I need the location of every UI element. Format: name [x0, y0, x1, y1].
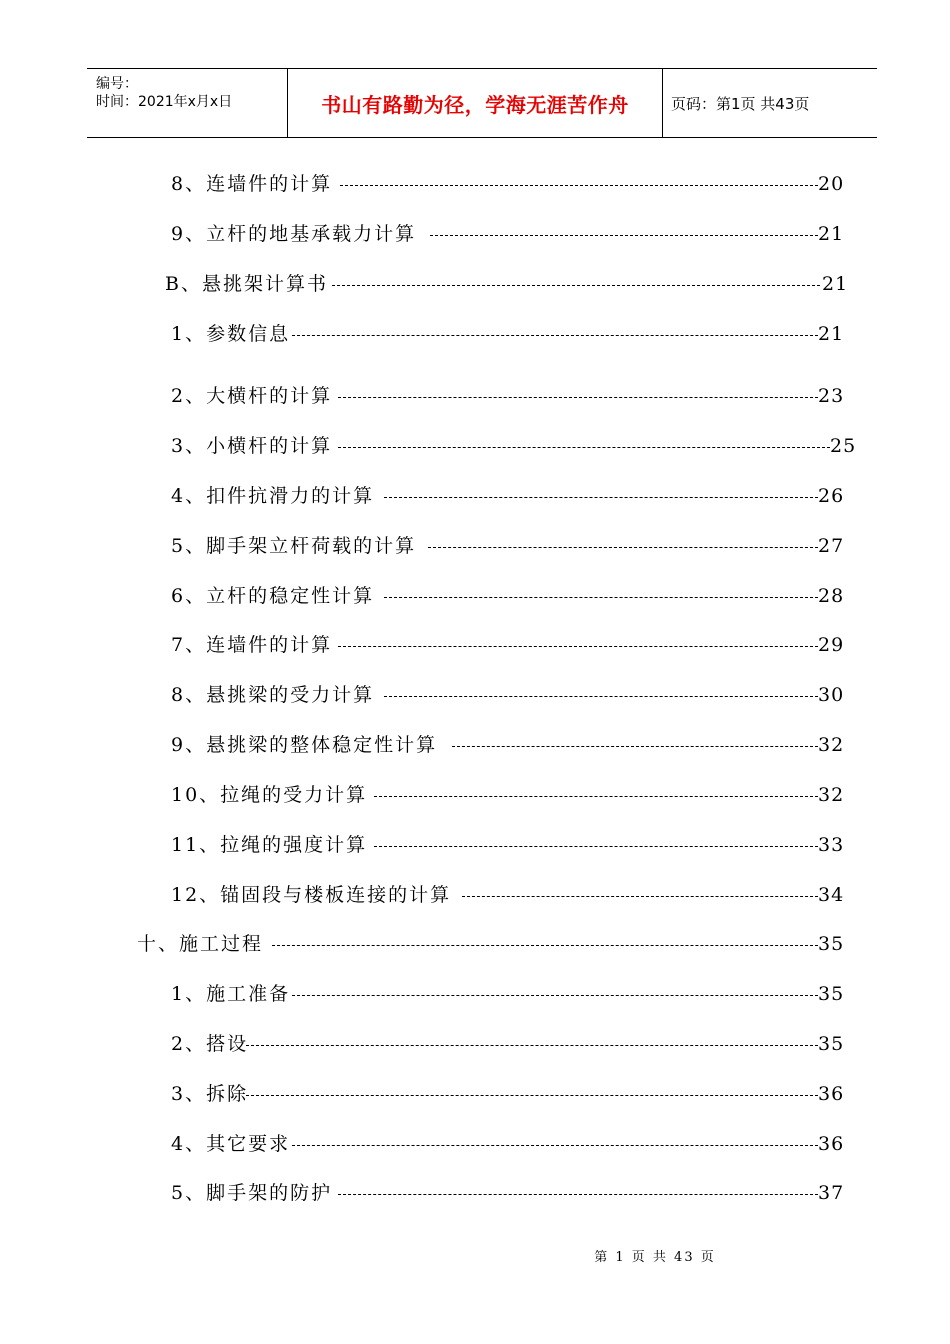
toc-entry [0, 980, 950, 1008]
toc-entry-page-number: 36 [818, 1133, 845, 1155]
toc-dot-leader [272, 945, 818, 946]
toc-dot-leader [246, 1045, 818, 1046]
header-meta [87, 69, 288, 137]
toc-dot-leader [338, 447, 830, 448]
toc-entry-page-number: 35 [818, 933, 845, 955]
toc-dot-leader [384, 597, 818, 598]
toc-entry-title: 1、施工准备 [171, 983, 291, 1005]
toc-entry-page-number: 21 [822, 273, 849, 295]
toc-entry-title: 2、大横杆的计算 [171, 385, 333, 407]
toc-entry [0, 482, 950, 510]
toc-entry [0, 781, 950, 809]
toc-entry-title: 6、立杆的稳定性计算 [171, 585, 375, 607]
toc-entry-page-number: 26 [818, 485, 845, 507]
toc-entry-page-number: 21 [818, 323, 845, 345]
toc-dot-leader [452, 746, 818, 747]
toc-entry-title: 4、其它要求 [171, 1133, 291, 1155]
toc-entry [0, 731, 950, 759]
toc-entry-title: 3、拆除 [171, 1083, 249, 1105]
toc-entry [0, 382, 950, 410]
page-footer [0, 1246, 950, 1265]
toc-dot-leader [430, 235, 818, 236]
toc-dot-leader [332, 285, 820, 286]
footer-page-number: 第 1 页 共 43 页 [594, 1250, 716, 1265]
toc-entry-page-number: 33 [818, 834, 845, 856]
toc-dot-leader [374, 796, 818, 797]
toc-entry-title: 12、锚固段与楼板连接的计算 [171, 884, 452, 906]
toc-entry-page-number: 29 [818, 634, 845, 656]
header-motto-cell [288, 69, 663, 137]
toc-entry-title: 8、连墙件的计算 [171, 173, 333, 195]
toc-entry [0, 1080, 950, 1108]
toc-entry-page-number: 21 [818, 223, 845, 245]
toc-entry [0, 1030, 950, 1058]
toc-entry [0, 170, 950, 198]
toc-entry-title: 3、小横杆的计算 [171, 435, 333, 457]
toc-dot-leader [340, 185, 818, 186]
toc-entry-title: 9、立杆的地基承载力计算 [171, 223, 417, 245]
toc-entry-title: 7、连墙件的计算 [171, 634, 333, 656]
toc-dot-leader [292, 995, 818, 996]
toc-dot-leader [338, 646, 818, 647]
toc-entry [0, 532, 950, 560]
toc-entry-title: 2、搭设 [171, 1033, 249, 1055]
toc-entry-page-number: 27 [818, 535, 845, 557]
toc-entry [0, 1130, 950, 1158]
toc-entry-page-number: 25 [830, 435, 857, 457]
toc-entry-page-number: 37 [818, 1182, 845, 1204]
toc-entry-page-number: 32 [818, 734, 845, 756]
toc-dot-leader [246, 1095, 818, 1096]
toc-entry-title: 十、施工过程 [137, 933, 264, 955]
toc-entry [0, 1179, 950, 1207]
toc-entry-page-number: 35 [818, 983, 845, 1005]
toc-entry-title: 11、拉绳的强度计算 [171, 834, 368, 856]
toc-entry-title: B、悬挑架计算书 [165, 273, 328, 295]
toc-entry-page-number: 32 [818, 784, 845, 806]
toc-dot-leader [374, 846, 818, 847]
toc-entry-title: 5、脚手架立杆荷载的计算 [171, 535, 417, 557]
toc-entry [0, 432, 950, 460]
toc-entry-page-number: 20 [818, 173, 845, 195]
toc-entry-title: 1、参数信息 [171, 323, 291, 345]
toc-entry-page-number: 34 [818, 884, 845, 906]
toc-entry-page-number: 28 [818, 585, 845, 607]
document-number-label: 编号： [96, 76, 138, 92]
toc-entry-page-number: 35 [818, 1033, 845, 1055]
toc-entry-page-number: 36 [818, 1083, 845, 1105]
toc-dot-leader [292, 1145, 818, 1146]
page-header [87, 68, 877, 138]
toc-entry [0, 220, 950, 248]
toc-entry-title: 10、拉绳的受力计算 [171, 784, 368, 806]
toc-dot-leader [384, 696, 818, 697]
toc-dot-leader [384, 497, 818, 498]
toc-entry-title: 8、悬挑梁的受力计算 [171, 684, 375, 706]
toc-dot-leader [338, 397, 818, 398]
document-time-label: 时间：2021年x月x日 [96, 94, 233, 110]
toc-entry [0, 930, 950, 958]
toc-dot-leader [428, 547, 818, 548]
toc-entry [0, 582, 950, 610]
header-motto: 书山有路勤为径，学海无涯苦作舟 [321, 92, 629, 117]
toc-entry [0, 831, 950, 859]
header-page-info: 页码：第1页 共43页 [671, 94, 810, 113]
toc-dot-leader [338, 1194, 818, 1195]
toc-entry [0, 270, 950, 298]
toc-entry [0, 881, 950, 909]
toc-entry [0, 320, 950, 348]
toc-entry [0, 681, 950, 709]
toc-entry-page-number: 23 [818, 385, 845, 407]
toc-entry-title: 9、悬挑梁的整体稳定性计算 [171, 734, 438, 756]
toc-dot-leader [292, 335, 818, 336]
toc-entry [0, 631, 950, 659]
toc-entry-page-number: 30 [818, 684, 845, 706]
header-page-cell [663, 69, 877, 137]
toc-dot-leader [462, 896, 818, 897]
toc-entry-title: 5、脚手架的防护 [171, 1182, 333, 1204]
toc-entry-title: 4、扣件抗滑力的计算 [171, 485, 375, 507]
